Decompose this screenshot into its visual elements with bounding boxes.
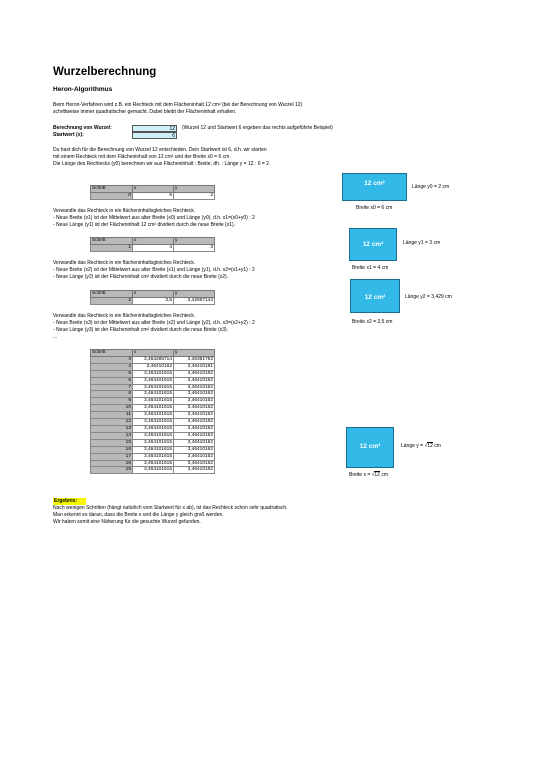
cell-y: 3,46410162 <box>174 432 215 439</box>
table-row <box>91 370 215 377</box>
step-line: Verwandle das Rechteck in ein flächeninhaltsgleiches Rechteck. <box>53 260 196 266</box>
header-x: x <box>133 350 174 357</box>
step-line: - Neue Breite (x2) ist der Mittelwert aus alter Breite (x1) und Länge (y1), d.h. x2=(x1+y1) : 2 <box>53 267 255 273</box>
ergebnis-line: Wir haben somit eine Näherung für die gesuchte Wurzel gefunden. <box>53 519 201 525</box>
header-schritt: Schritt <box>91 238 133 245</box>
cell-schritt: 15 <box>91 439 133 446</box>
cell-schritt: 10 <box>91 405 133 412</box>
cell-schritt: 9 <box>91 398 133 405</box>
wurzel-label: Berechnung von Wurzel: <box>53 125 112 131</box>
cell-x: 3,5 <box>133 297 174 304</box>
cell-schritt: 8 <box>91 391 133 398</box>
step-line: - Neue Breite (x1) ist der Mittelwert aus alter Breite (x0) und Länge (y0), d.h. x1=(x0+y0) : 2 <box>53 215 255 221</box>
table-row <box>91 297 215 304</box>
step-line: ... <box>53 334 58 340</box>
header-schritt: Schritt <box>91 186 133 193</box>
rect-width-label <box>349 472 388 478</box>
page-subtitle: Heron-Algorithmus <box>53 86 113 93</box>
table-row <box>91 460 215 467</box>
cell-schritt: 1 <box>91 244 133 251</box>
table-row <box>91 192 215 199</box>
cell-x: 3,464101615 <box>133 412 174 419</box>
cell-x: 3,464101615 <box>133 460 174 467</box>
header-y: y <box>174 186 215 193</box>
explain-line: mit einem Rechteck mit dem Flächeninhalt von 12 cm² und der Breite x0 = 6 cm. <box>53 154 231 160</box>
rect-length-label: Länge y0 = 2 cm <box>412 184 450 190</box>
step-line: Verwandle das Rechteck in ein flächeninhaltsgleiches Rechteck. <box>53 313 196 319</box>
cell-x: 3,464101615 <box>133 453 174 460</box>
header-x: x <box>133 186 174 193</box>
table-row <box>91 467 215 474</box>
cell-y: 3,46410162 <box>174 391 215 398</box>
cell-schritt: 19 <box>91 467 133 474</box>
cell-y: 3,42857143 <box>174 297 215 304</box>
cell-x: 3,464101615 <box>133 446 174 453</box>
table-row <box>91 244 215 251</box>
rect-width-label: Breite x2 = 3,5 cm <box>352 319 393 325</box>
step-line: - Neue Breite (x3) ist der Mittelwert aus alter Breite (x2) und Länge (y2), d.h. x3=(x2+y2) : 2 <box>53 320 255 326</box>
table-header-row <box>91 291 215 298</box>
cell-x: 3,464101615 <box>133 377 174 384</box>
rect-length-label: Länge y2 = 3,429 cm <box>405 294 452 300</box>
table-header-row <box>91 350 215 357</box>
table-row <box>91 363 215 370</box>
cell-x: 3,464101615 <box>133 398 174 405</box>
page-title: Wurzelberechnung <box>53 66 157 78</box>
step1-table <box>90 237 215 252</box>
length-root: 12 <box>427 443 433 449</box>
cell-y: 3,46410162 <box>174 453 215 460</box>
step0-table <box>90 185 215 200</box>
sqrt-icon: √ <box>424 443 428 449</box>
cell-schritt: 14 <box>91 432 133 439</box>
cell-y: 3,46410162 <box>174 425 215 432</box>
header-x: x <box>133 238 174 245</box>
cell-y: 3,46410162 <box>174 419 215 426</box>
step2-table <box>90 290 215 305</box>
rect-step0 <box>342 173 407 201</box>
cell-schritt: 17 <box>91 453 133 460</box>
cell-schritt: 0 <box>91 192 133 199</box>
header-y: y <box>174 238 215 245</box>
cell-y: 2 <box>174 192 215 199</box>
cell-schritt: 4 <box>91 363 133 370</box>
ergebnis-line: Nach wenigen Schritten (hängt natürlich vom Startwert für x ab), ist das Rechteck schon sehr quadratisch. <box>53 505 288 511</box>
step-line: - Neue Länge (y1) ist der Flächeninhalt 12 cm² dividiert durch die neue Breite (x1). <box>53 222 236 228</box>
step3-text <box>53 313 255 341</box>
rect-length-label <box>401 443 441 449</box>
cell-x: 3,464101615 <box>133 432 174 439</box>
cell-x: 3,464101615 <box>133 384 174 391</box>
width-root: 12 <box>374 472 380 478</box>
cell-y: 3,46410162 <box>174 398 215 405</box>
step-line: - Neue Länge (y3) ist der Flächeninhalt cm² dividiert durch die neue Breite (x3). <box>53 327 229 333</box>
cell-x: 3,464101615 <box>133 419 174 426</box>
header-schritt: Schritt <box>91 291 133 298</box>
header-x: x <box>133 291 174 298</box>
rect-final <box>346 427 394 468</box>
cell-y: 3,46410162 <box>174 370 215 377</box>
cell-x: 3,464101615 <box>133 391 174 398</box>
step-line: Verwandle das Rechteck in ein flächeninhaltsgleiches Rechteck. <box>53 208 196 214</box>
length-prefix: Länge y = <box>401 443 425 449</box>
table-row <box>91 412 215 419</box>
table-row <box>91 405 215 412</box>
cell-y: 3,46410162 <box>174 467 215 474</box>
cell-x: 4 <box>133 244 174 251</box>
table-row <box>91 391 215 398</box>
cell-schritt: 18 <box>91 460 133 467</box>
sqrt-icon: √ <box>371 472 375 478</box>
step2-text <box>53 260 255 281</box>
rect-area: 12 cm² <box>362 241 384 248</box>
table-header-row <box>91 186 215 193</box>
cell-x: 3,464101615 <box>133 405 174 412</box>
table-row <box>91 377 215 384</box>
cell-x: 3,464101615 <box>133 439 174 446</box>
rect-area: 12 cm² <box>364 294 386 301</box>
table-row <box>91 453 215 460</box>
cell-schritt: 13 <box>91 425 133 432</box>
wurzel-input[interactable]: 12 <box>132 125 177 132</box>
ergebnis-text <box>53 505 288 526</box>
cell-schritt: 11 <box>91 412 133 419</box>
startwert-input[interactable]: 6 <box>132 132 177 139</box>
table-row <box>91 398 215 405</box>
cell-y: 3,46391753 <box>174 356 215 363</box>
width-unit: cm <box>379 472 389 478</box>
cell-y: 3,46410162 <box>174 439 215 446</box>
length-unit: cm <box>432 443 441 449</box>
rect-step2 <box>350 279 400 313</box>
step-line: - Neue Länge (y2) ist der Flächeninhalt cm² dividiert durch die neue Breite (x2). <box>53 274 229 280</box>
cell-y: 3 <box>174 244 215 251</box>
explain-line: Du hast dich für die Berechnung von Wurzel 12 entschieden. Dein Startwert ist 6, d.h. wir starten <box>53 147 267 153</box>
intro-line: Beim Heron-Verfahren wird z.B. ein Rechteck mit dem Flächeninhalt 12 cm² (bei der Berechnung von Wurzel 12) <box>53 102 303 108</box>
header-y: y <box>174 291 215 298</box>
explain-text <box>53 147 270 168</box>
cell-x: 3,464101615 <box>133 370 174 377</box>
cell-schritt: 3 <box>91 356 133 363</box>
cell-x: 3,464101615 <box>133 467 174 474</box>
input-note: (Wurzel 12 und Startwert 6 ergeben das rechts aufgeführte Beispiel) <box>182 125 333 131</box>
cell-y: 3,46410162 <box>174 377 215 384</box>
table-row <box>91 439 215 446</box>
cell-x: 3,464285714 <box>133 356 174 363</box>
intro-line: schrittweise immer quadratischer gemacht. Dabei bleibt der Flächeninhalt erhalten. <box>53 109 237 115</box>
rect-area: 12 cm² <box>364 180 385 187</box>
cell-y: 3,46410162 <box>174 412 215 419</box>
cell-y: 3,46410162 <box>174 405 215 412</box>
rect-width-label: Breite x1 = 4 cm <box>352 265 389 271</box>
header-y: y <box>174 350 215 357</box>
width-prefix: Breite x = <box>349 472 372 478</box>
cell-schritt: 6 <box>91 377 133 384</box>
cell-x: 6 <box>133 192 174 199</box>
startwert-label: Startwert (x): <box>53 132 84 138</box>
cell-y: 3,46410161 <box>174 363 215 370</box>
table-header-row <box>91 238 215 245</box>
rect-step1 <box>349 228 397 261</box>
rect-area: 12 cm² <box>359 443 381 450</box>
intro-text <box>53 102 302 116</box>
table-row <box>91 356 215 363</box>
table-row <box>91 432 215 439</box>
cell-y: 3,46410162 <box>174 384 215 391</box>
cell-y: 3,46410162 <box>174 446 215 453</box>
step1-text <box>53 208 255 229</box>
cell-schritt: 2 <box>91 297 133 304</box>
table-row <box>91 425 215 432</box>
cell-x: 3,464101615 <box>133 425 174 432</box>
header-schritt: Schritt <box>91 350 133 357</box>
cell-schritt: 12 <box>91 419 133 426</box>
rect-length-label: Länge y1 = 3 cm <box>403 240 441 246</box>
iteration-table <box>90 349 215 474</box>
table-row <box>91 446 215 453</box>
table-row <box>91 419 215 426</box>
table-row <box>91 384 215 391</box>
ergebnis-line: Man erkennt es daran, dass die Breite x und die Länge y gleich groß werden. <box>53 512 224 518</box>
rect-width-label: Breite x0 = 6 cm <box>356 205 393 211</box>
cell-schritt: 16 <box>91 446 133 453</box>
explain-line: Die Länge des Rechtecks (y0) berechnen wir aus Flächeninhalt : Breite, dh. : Länge y = 12 : 6 = 2. <box>53 161 271 167</box>
ergebnis-label: Ergebnis: <box>53 498 86 505</box>
cell-x: 3,46410162 <box>133 363 174 370</box>
cell-schritt: 5 <box>91 370 133 377</box>
cell-schritt: 7 <box>91 384 133 391</box>
cell-y: 3,46410162 <box>174 460 215 467</box>
